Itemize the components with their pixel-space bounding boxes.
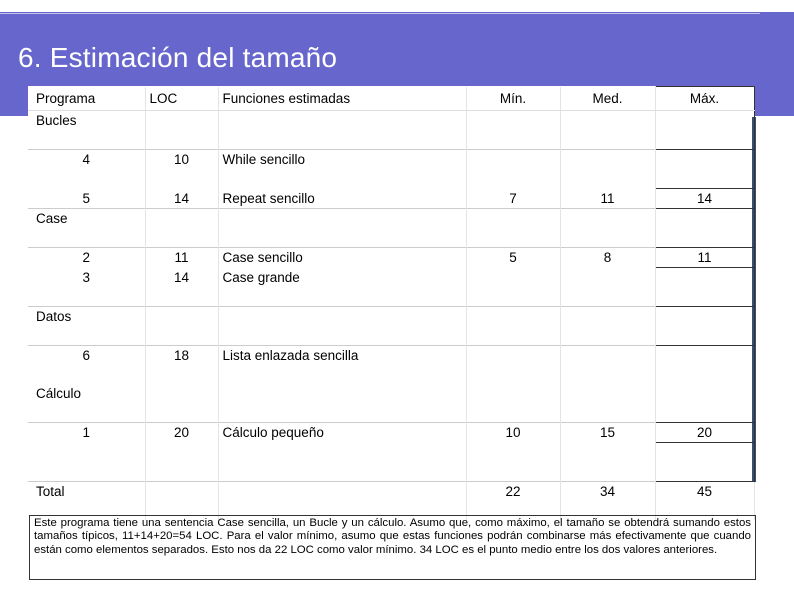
programa-cell: 5: [28, 189, 145, 209]
spacer-row: [28, 130, 754, 150]
section-label: Datos: [28, 307, 145, 327]
min-cell: [466, 268, 560, 288]
med-cell: [560, 268, 655, 288]
max-cell: [655, 150, 754, 170]
header-min: Mín.: [466, 87, 560, 111]
table-row: [28, 150, 754, 170]
spacer-row: [28, 365, 754, 384]
min-cell: 10: [466, 423, 560, 443]
spacer-row: [28, 462, 754, 482]
min-cell: 7: [466, 189, 560, 209]
max-cell: 20: [655, 423, 754, 443]
section-label: Case: [28, 209, 145, 229]
max-cell: [655, 268, 754, 288]
med-cell: [560, 150, 655, 170]
section-label: Cálculo: [28, 384, 145, 403]
med-cell: 15: [560, 423, 655, 443]
section-label: Bucles: [28, 111, 145, 131]
spacer-row: [28, 287, 754, 307]
programa-cell: 6: [28, 346, 145, 366]
table-row: [28, 346, 754, 366]
loc-cell: 18: [145, 346, 218, 366]
loc-cell: 14: [145, 268, 218, 288]
table-row: [28, 189, 754, 209]
funcion-cell: Case grande: [218, 268, 466, 288]
min-cell: 5: [466, 248, 560, 268]
loc-cell: 20: [145, 423, 218, 443]
funcion-cell: While sencillo: [218, 150, 466, 170]
med-cell: 11: [560, 189, 655, 209]
total-min: 22: [466, 482, 560, 502]
total-max: 45: [655, 482, 754, 502]
max-cell: [655, 346, 754, 366]
loc-cell: 10: [145, 150, 218, 170]
funcion-cell: Lista enlazada sencilla: [218, 346, 466, 366]
programa-cell: 3: [28, 268, 145, 288]
header-funciones: Funciones estimadas: [218, 87, 466, 111]
header-loc: LOC: [145, 87, 218, 111]
spacer-row: [28, 443, 754, 463]
table-row: [28, 423, 754, 443]
total-med: 34: [560, 482, 655, 502]
loc-cell: 14: [145, 189, 218, 209]
med-cell: [560, 346, 655, 366]
spacer-row: [28, 326, 754, 346]
size-estimation-table: [28, 86, 755, 520]
med-cell: 8: [560, 248, 655, 268]
programa-cell: 2: [28, 248, 145, 268]
explanation-note: Este programa tiene una sentencia Case sencilla, un Bucle y un cálculo. Asumo que, como máximo, el tamaño se obtendrá sumando estos tamaños típicos, 11+14+20=54 LOC. Para el valor mínimo, asumo que estas funciones podrán combinarse más efectivamente que cuando están como elementos separados. Esto nos da 22 LOC como valor mínimo. 34 LOC es el punto medio entre los dos valores anteriores.: [29, 515, 756, 580]
table-row: [28, 248, 754, 268]
spacer-row: [28, 403, 754, 423]
section-row-case: [28, 209, 754, 229]
max-cell: 14: [655, 189, 754, 209]
header-programa: Programa: [28, 87, 145, 111]
min-cell: [466, 150, 560, 170]
table-row: [28, 268, 754, 288]
loc-cell: 11: [145, 248, 218, 268]
section-row-bucles: [28, 111, 754, 131]
header-max: Máx.: [655, 87, 754, 111]
funcion-cell: Repeat sencillo: [218, 189, 466, 209]
max-cell: 11: [655, 248, 754, 268]
programa-cell: 4: [28, 150, 145, 170]
banner-divider: [0, 13, 760, 14]
funcion-cell: Cálculo pequeño: [218, 423, 466, 443]
spacer-row: [28, 228, 754, 248]
section-row-calculo: [28, 384, 754, 403]
section-row-datos: [28, 307, 754, 327]
header-row: [28, 87, 754, 111]
header-med: Med.: [560, 87, 655, 111]
spacer-row: [28, 169, 754, 189]
min-cell: [466, 346, 560, 366]
programa-cell: 1: [28, 423, 145, 443]
total-row: [28, 482, 754, 502]
total-label: Total: [28, 482, 145, 502]
slide-title: 6. Estimación del tamaño: [18, 42, 338, 73]
funcion-cell: Case sencillo: [218, 248, 466, 268]
